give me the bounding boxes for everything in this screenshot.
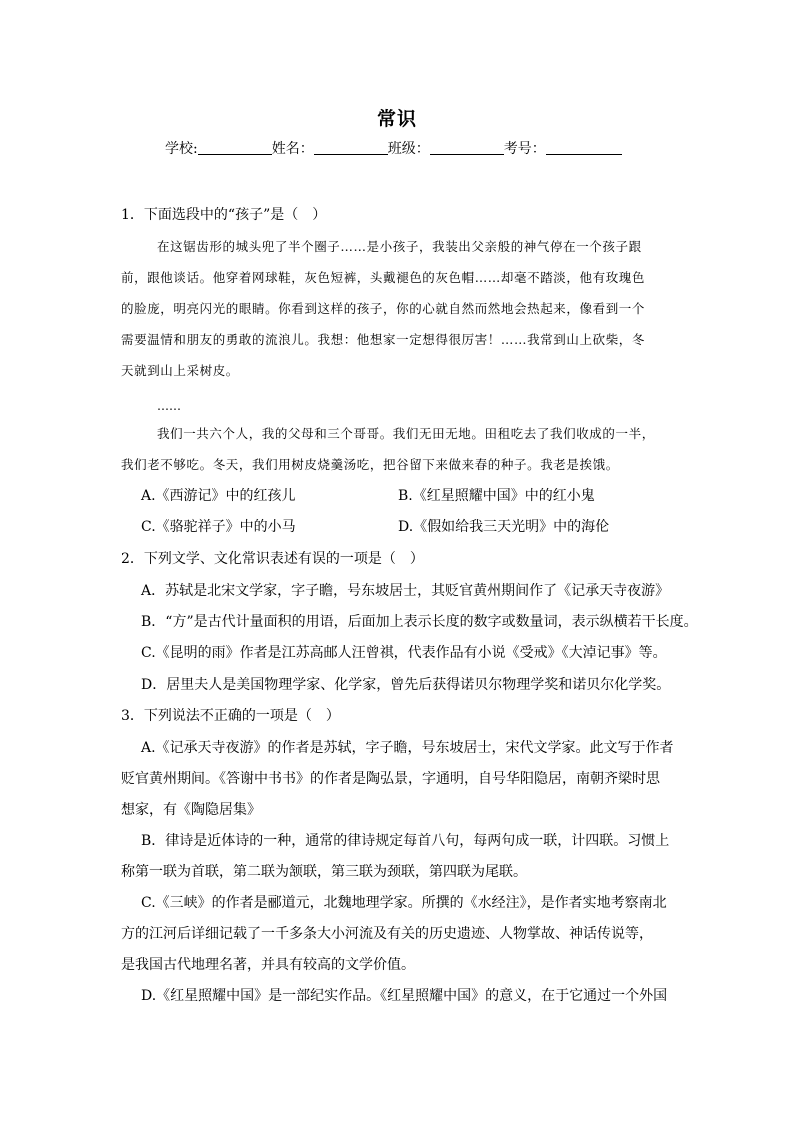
passage-line: 在这锯齿形的城头兜了半个圈子……是小孩子，我装出父亲般的神气停在一个孩子跟 — [157, 239, 642, 254]
q1-option-b[interactable]: B.《红星照耀中国》中的红小鬼 — [398, 488, 595, 504]
q2-option-d[interactable]: D．居里夫人是美国物理学家、化学家，曾先后获得诺贝尔物理学奖和诺贝尔化学奖。 — [141, 677, 671, 693]
passage-line: 我们老不够吃。冬天，我们用树皮烧羹汤吃，把谷留下来做来春的种子。我老是挨饿。 — [121, 457, 619, 472]
q2-option-c[interactable]: C.《昆明的雨》作者是江苏高邮人汪曾祺，代表作品有小说《受戒》《大淖记事》等。 — [141, 645, 667, 661]
page-title: 常识 — [376, 108, 417, 130]
passage-line: 我们一共六个人，我的父母和三个哥哥。我们无田无地。田租吃去了我们收成的一半， — [157, 426, 655, 441]
q3-option-b[interactable]: B．律诗是近体诗的一种，通常的律诗规定每首八句，每两句成一联，计四联。习惯上 — [141, 833, 670, 849]
student-info-row — [165, 138, 622, 158]
q1-option-d[interactable]: D.《假如给我三天光明》中的海伦 — [398, 519, 610, 535]
question-2-stem: 2．下列文学、文化常识表述有误的一项是（ ） — [121, 551, 424, 567]
passage-line: 需要温情和朋友的勇敢的流浪儿。我想：他想家一定想得很厉害！……我常到山上砍柴，冬 — [121, 332, 646, 347]
q3-option-a[interactable]: A.《记承天寺夜游》的作者是苏轼，字子瞻，号东坡居士，宋代文学家。此文写于作者 — [141, 740, 674, 756]
exam-no-label: 考号： — [503, 141, 546, 157]
passage-line: 前，跟他谈话。他穿着网球鞋，灰色短裤，头戴褪色的灰色帽……却毫不踏淡，他有玫瑰色 — [121, 270, 646, 285]
school-blank[interactable] — [198, 140, 272, 155]
name-blank[interactable] — [314, 140, 388, 155]
question-3-stem: 3．下列说法不正确的一项是（ ） — [121, 708, 340, 724]
q3-text-line: 是我国古代地理名著，并具有较高的文学价值。 — [121, 957, 415, 973]
q3-option-d[interactable]: D.《红星照耀中国》是一部纪实作品。《红星照耀中国》的意义，在于它通过一个外国 — [141, 988, 668, 1004]
class-label: 班级： — [387, 141, 430, 157]
q3-option-c[interactable]: C.《三峡》的作者是郦道元，北魏地理学家。所撰的《水经注》，是作者实地考察南北 — [141, 895, 667, 911]
q1-option-c[interactable]: C.《骆驼祥子》中的小马 — [141, 519, 296, 535]
exam-no-blank[interactable] — [546, 140, 622, 155]
q1-option-a[interactable]: A.《西游记》中的红孩儿 — [141, 488, 296, 504]
passage-line: 天就到山上采树皮。 — [121, 363, 239, 378]
q3-text-line: 方的江河后详细记载了一千多条大小河流及有关的历史遗迹、人物掌故、神话传说等， — [121, 926, 653, 942]
passage-ellipsis: …… — [157, 399, 181, 413]
q3-text-line: 想家，有《陶隐居集》 — [121, 802, 261, 818]
q3-text-line: 称第一联为首联，第二联为颔联，第三联为颈联，第四联为尾联。 — [121, 864, 527, 880]
question-1-stem: 1．下面选段中的“孩子”是（ ） — [121, 207, 327, 223]
q2-option-a[interactable]: A．苏轼是北宋文学家，字子瞻，号东坡居士，其贬官黄州期间作了《记承天寺夜游》 — [141, 583, 670, 599]
passage-line: 的脸庞，明亮闪光的眼睛。你看到这样的孩子，你的心就自然而然地会热起来，像看到一个 — [121, 301, 646, 316]
q2-option-b[interactable]: B．“方”是古代计量面积的用语，后面加上表示长度的数字或数量词，表示纵横若干长度。 — [141, 614, 698, 630]
class-blank[interactable] — [430, 140, 504, 155]
name-label: 姓名： — [271, 141, 314, 157]
q3-text-line: 贬官黄州期间。《答谢中书书》的作者是陶弘景，字通明，自号华阳隐居，南朝齐梁时思 — [121, 771, 660, 787]
school-label: 学校: — [165, 141, 198, 157]
